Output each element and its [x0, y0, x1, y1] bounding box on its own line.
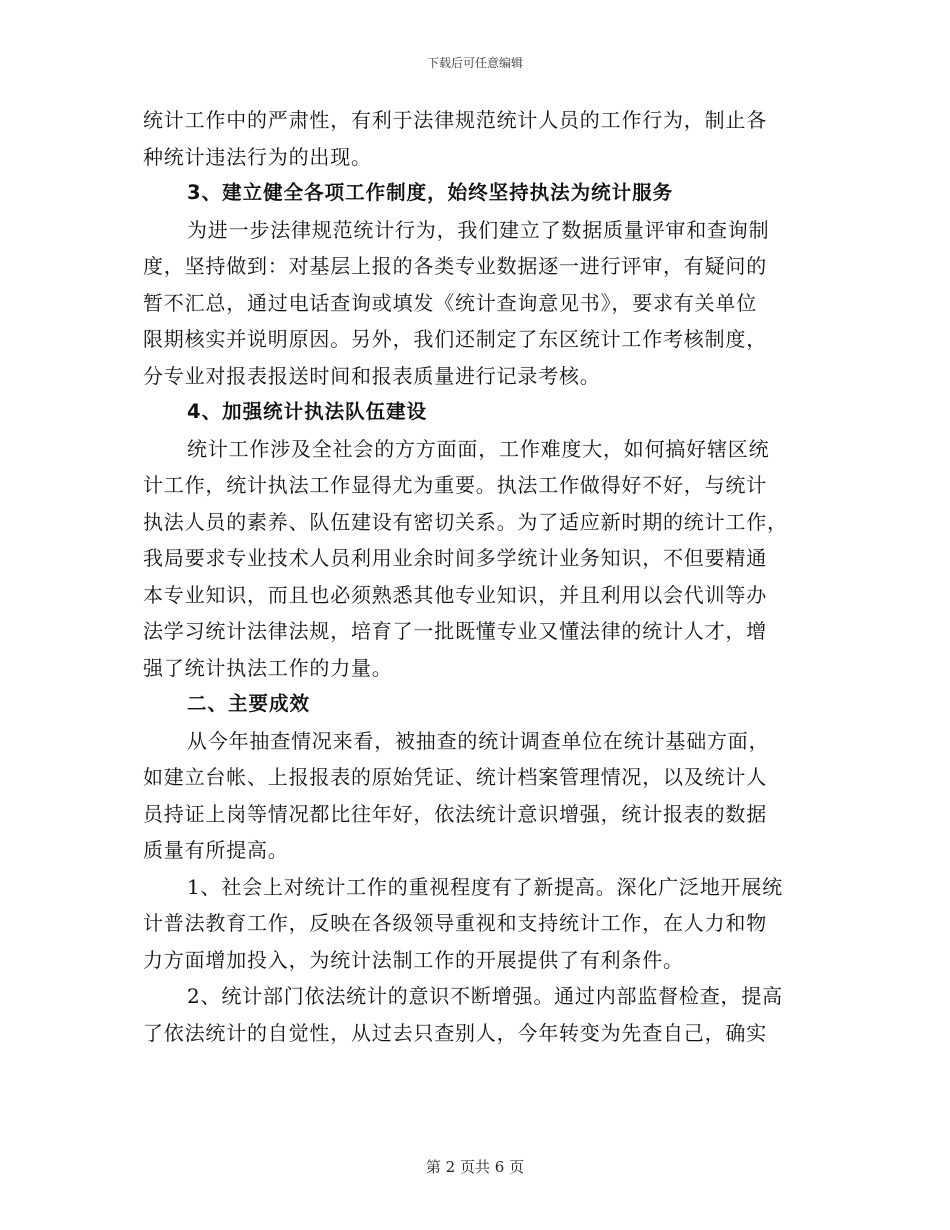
text-line: 从今年抽查情况来看，被抽查的统计调查单位在统计基础方面， [187, 728, 770, 753]
text-line: 度，坚持做到：对基层上报的各类专业数据逐一进行评审，有疑问的 [143, 254, 767, 278]
text-line: 我局要求专业技术人员利用业余时间多学统计业务知识，不但要精通 [143, 546, 767, 570]
document-body [143, 102, 803, 1051]
text-line: 计普法教育工作，反映在各级领导重视和支持统计工作，在人力和物 [143, 911, 767, 935]
text-line: 分专业对报表报送时间和报表质量进行记录考核。 [143, 363, 601, 388]
text-line: 员持证上岗等情况都比往年好，依法统计意识增强，统计报表的数据 [143, 801, 767, 826]
section-heading: 二、主要成效 [187, 692, 311, 715]
text-line: 如建立台帐、上报报表的原始凭证、统计档案管理情况，以及统计人 [143, 765, 767, 789]
text-line: 种统计违法行为的出现。 [143, 144, 372, 169]
page-footer: 第 2 页共 6 页 [425, 1158, 525, 1176]
text-line: 2、统计部门依法统计的意识不断增强。通过内部监督检查，提高 [187, 984, 783, 1008]
text-line: 质量有所提高。 [143, 838, 289, 862]
page-header: 下载后可任意编辑 [426, 56, 523, 70]
text-line: 限期核实并说明原因。另外，我们还制定了东区统计工作考核制度， [143, 327, 767, 351]
section-heading: 3、建立健全各项工作制度，始终坚持执法为统计服务 [187, 181, 674, 204]
text-line: 为进一步法律规范统计行为，我们建立了数据质量评审和查询制 [187, 217, 770, 242]
text-line: 统计工作涉及全社会的方方面面，工作难度大，如何搞好辖区统 [187, 436, 770, 461]
text-line: 强了统计执法工作的力量。 [143, 655, 393, 680]
text-line: 1、社会上对统计工作的重视程度有了新提高。深化广泛地开展统 [187, 874, 783, 899]
text-line: 统计工作中的严肃性，有利于法律规范统计人员的工作行为，制止各 [143, 108, 767, 132]
text-line: 法学习统计法律法规，培育了一批既懂专业又懂法律的统计人才，增 [143, 619, 767, 643]
text-line: 暂不汇总，通过电话查询或填发《统计查询意见书》，要求有关单位 [143, 290, 757, 315]
text-line: 力方面增加投入，为统计法制工作的开展提供了有利条件。 [143, 947, 684, 972]
text-line: 了依法统计的自觉性，从过去只查别人，今年转变为先查自己，确实 [143, 1020, 767, 1045]
text-line: 执法人员的素养、队伍建设有密切关系。为了适应新时期的统计工作， [143, 509, 788, 534]
text-line: 本专业知识，而且也必须熟悉其他专业知识，并且利用以会代训等办 [143, 582, 767, 607]
text-line: 计工作，统计执法工作显得尤为重要。执法工作做得好不好，与统计 [143, 473, 767, 497]
section-heading: 4、加强统计执法队伍建设 [187, 400, 428, 423]
